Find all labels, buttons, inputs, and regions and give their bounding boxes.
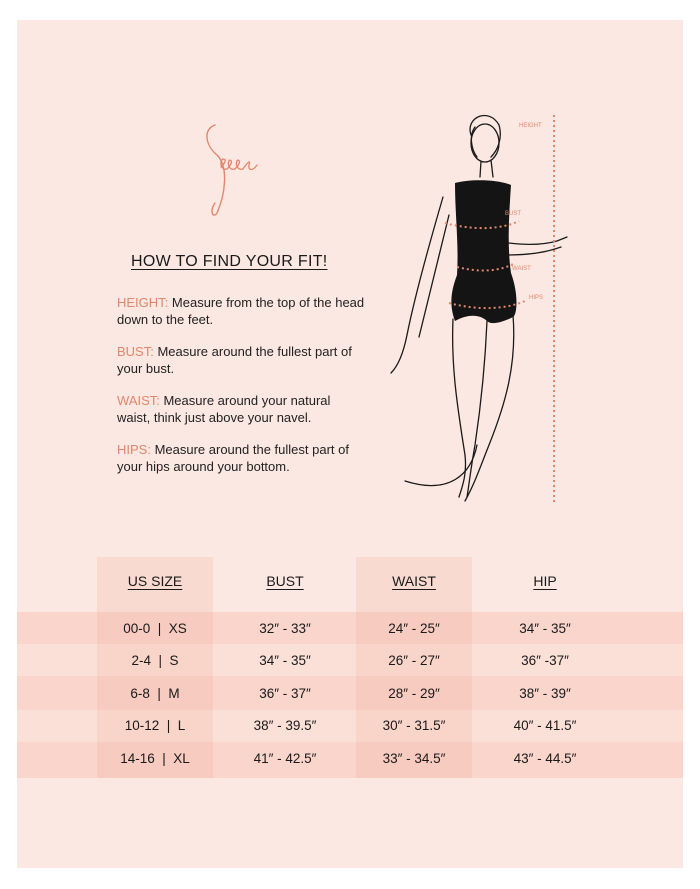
figure-label-bust: BUST <box>505 211 522 217</box>
waist-cell: 28″ - 29″ <box>388 686 440 701</box>
size-cell: 00-0 | XS <box>123 621 187 636</box>
hips-instruction: HIPS: Measure around the fullest part of your hips around your bottom. <box>117 442 349 474</box>
size-chart-table <box>17 557 683 778</box>
bust-cell: 38″ - 39.5″ <box>253 718 317 733</box>
size-cell: 2-4 | S <box>131 653 179 668</box>
header-us-size: US SIZE <box>127 573 183 589</box>
waist-instruction: WAIST: Measure around your natural waist, think just above your navel. <box>117 393 331 425</box>
bust-cell: 41″ - 42.5″ <box>253 751 317 766</box>
header-waist: WAIST <box>392 573 436 589</box>
page-title: HOW TO FIND YOUR FIT! <box>131 253 328 270</box>
bust-instruction: BUST: Measure around the fullest part of your bust. <box>117 344 352 376</box>
measurement-instructions <box>117 294 367 490</box>
body-measurement-illustration <box>385 105 585 515</box>
header-bust: BUST <box>266 573 304 589</box>
bust-cell: 34″ - 35″ <box>259 653 311 668</box>
brand-logo <box>195 115 270 220</box>
hip-cell: 43″ - 44.5″ <box>513 751 577 766</box>
waist-cell: 26″ - 27″ <box>388 653 440 668</box>
figure-label-hips: HIPS <box>529 295 544 301</box>
figure-label-height: HEIGHT <box>519 123 542 129</box>
size-cell: 10-12 | L <box>124 718 186 733</box>
waist-cell: 33″ - 34.5″ <box>382 751 446 766</box>
waist-cell: 30″ - 31.5″ <box>382 718 446 733</box>
waist-cell: 24″ - 25″ <box>388 621 440 636</box>
size-cell: 6-8 | M <box>130 686 180 701</box>
hip-cell: 38″ - 39″ <box>519 686 571 701</box>
hip-cell: 34″ - 35″ <box>519 621 571 636</box>
header-hip: HIP <box>533 573 557 589</box>
hip-cell: 36″ -37″ <box>521 653 569 668</box>
hip-cell: 40″ - 41.5″ <box>513 718 577 733</box>
bust-cell: 32″ - 33″ <box>259 621 311 636</box>
height-instruction: HEIGHT: Measure from the top of the head down to the feet. <box>117 295 365 327</box>
bust-cell: 36″ - 37″ <box>259 686 311 701</box>
figure-label-waist: WAIST <box>512 266 531 272</box>
size-cell: 14-16 | XL <box>120 751 190 766</box>
